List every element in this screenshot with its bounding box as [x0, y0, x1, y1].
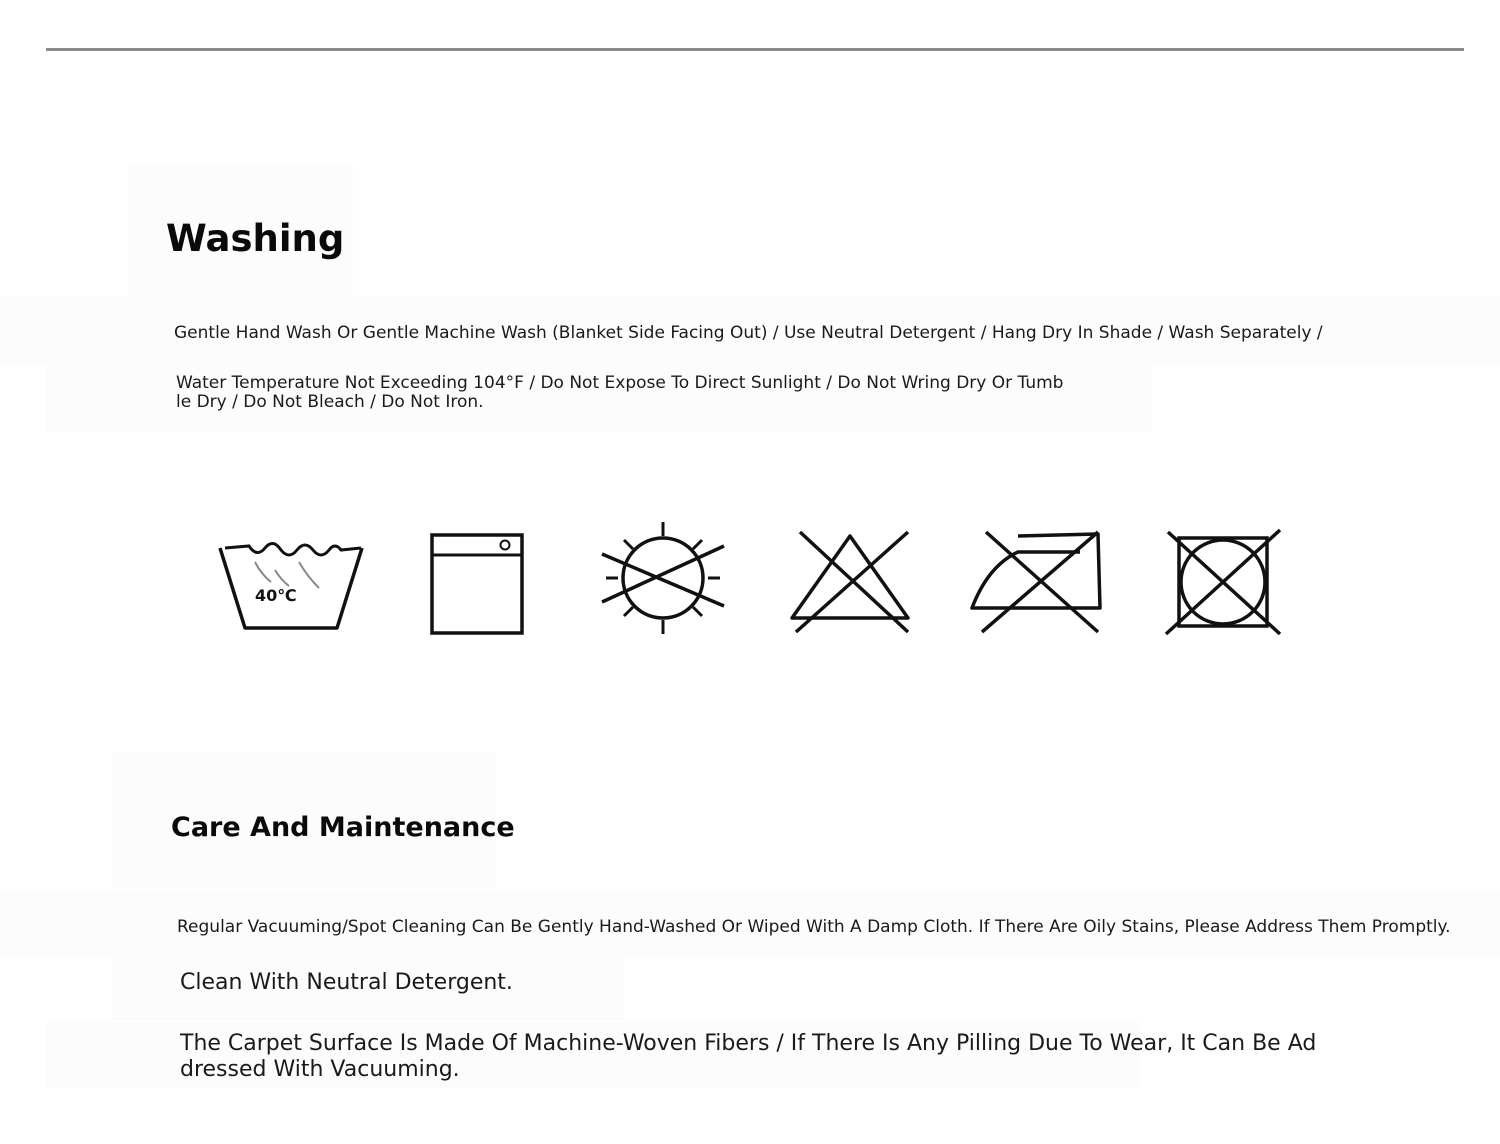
do-not-tumble-dry-icon: [1162, 526, 1286, 638]
wash-temperature-label: 40℃: [255, 586, 297, 605]
washing-instructions-line1: Gentle Hand Wash Or Gentle Machine Wash (Blanket Side Facing Out) / Use Neutral Detergent / Hang Dry In Shade / Wash Separately /: [174, 323, 1323, 343]
care-title: Care And Maintenance: [171, 812, 515, 843]
washing-instructions-line2b: le Dry / Do Not Bleach / Do Not Iron.: [176, 392, 484, 412]
washing-instructions-line2: [176, 374, 1063, 412]
top-divider: [46, 48, 1464, 51]
care-instructions-line3: [180, 1031, 1316, 1083]
care-instructions-line2: Clean With Neutral Detergent.: [180, 970, 513, 995]
washing-title: Washing: [166, 217, 345, 260]
care-instructions-line3a: The Carpet Surface Is Made Of Machine-Woven Fibers / If There Is Any Pilling Due To Wear, It Can Be Ad: [180, 1031, 1317, 1056]
care-instructions-line1: Regular Vacuuming/Spot Cleaning Can Be Gently Hand-Washed Or Wiped With A Damp Cloth. If There Are Oily Stains, Please Address Them Promptly.: [177, 917, 1451, 937]
care-instructions-line3b: dressed With Vacuuming.: [180, 1057, 460, 1082]
do-not-bleach-icon: [788, 526, 912, 638]
washing-instructions-line2a: Water Temperature Not Exceeding 104°F / Do Not Expose To Direct Sunlight / Do Not Wring Dry Or Tumb: [176, 373, 1064, 393]
no-direct-sunlight-icon: [598, 518, 730, 638]
do-not-iron-icon: [968, 526, 1106, 638]
machine-wash-icon: [428, 531, 528, 639]
